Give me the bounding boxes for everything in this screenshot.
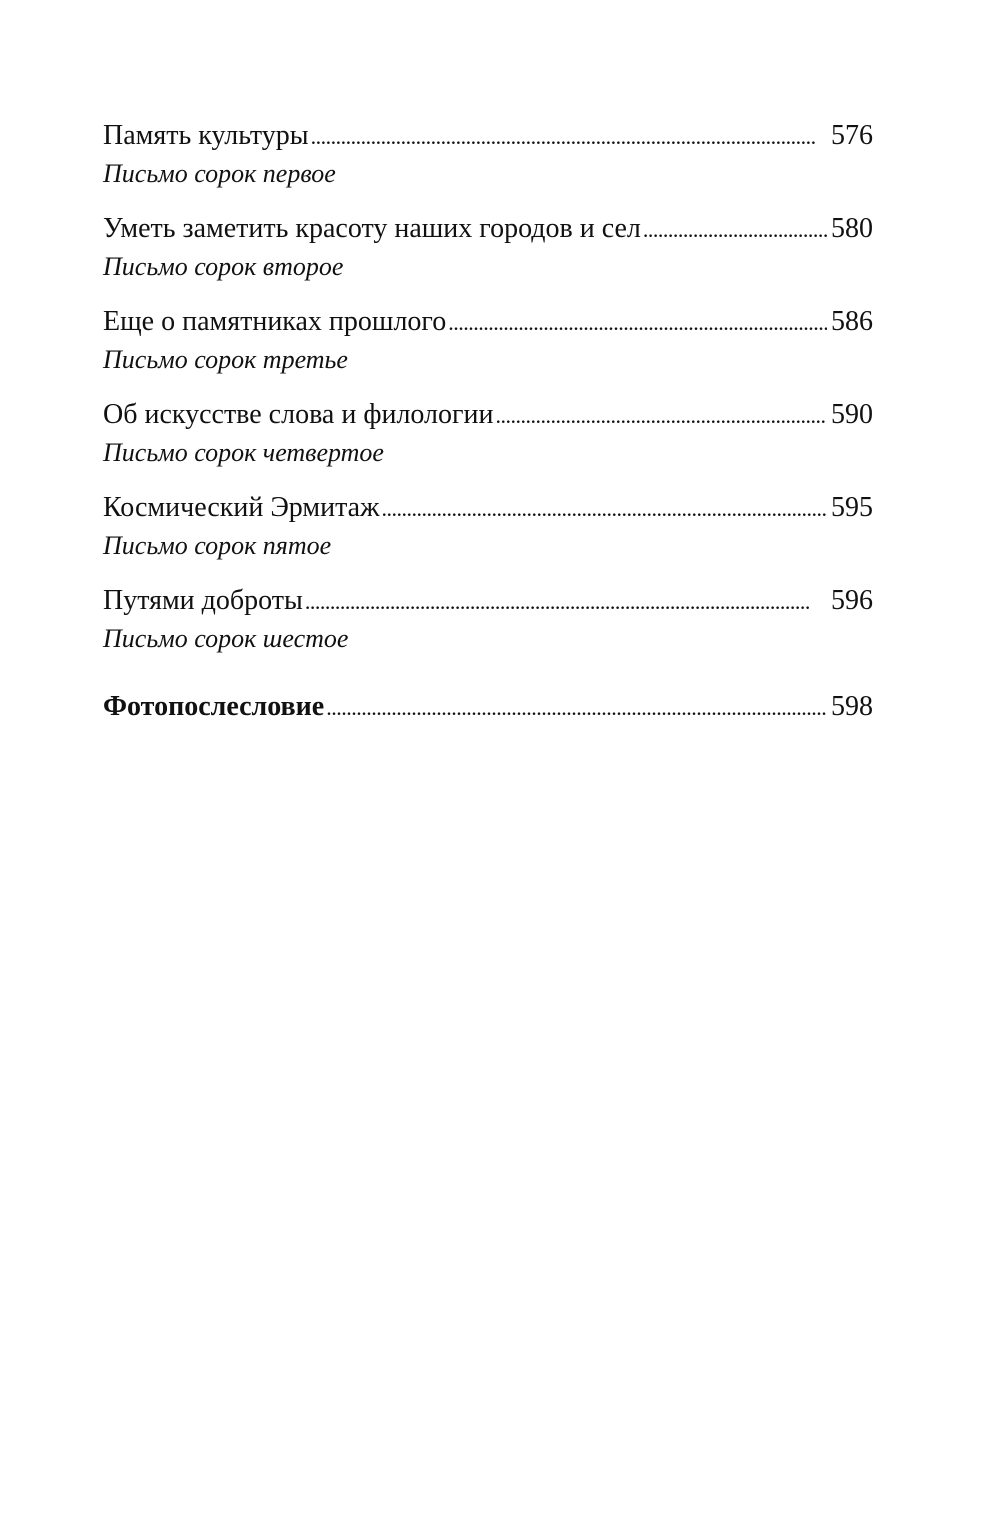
toc-entry-title: Память культуры [103, 120, 309, 151]
toc-entry-title: Путями доброты [103, 585, 303, 616]
toc-entry-photo-afterword[interactable] [103, 687, 873, 727]
toc-entry-title: Космический Эрмитаж [103, 492, 380, 523]
toc-entry-line [103, 209, 873, 249]
dot-leader [311, 116, 827, 157]
toc-entry[interactable] [103, 209, 873, 285]
toc-entry-page-number: 586 [831, 306, 873, 337]
toc-entry-subtitle: Письмо сорок четвертое [103, 438, 384, 467]
table-of-contents [103, 116, 873, 744]
dot-leader [305, 581, 827, 622]
toc-entry-line [103, 687, 873, 727]
toc-entry-page-number: 580 [831, 213, 873, 244]
toc-entry-page-number: 598 [831, 691, 873, 722]
dot-leader [326, 687, 827, 728]
toc-entry-title: Об искусстве слова и филологии [103, 399, 494, 430]
dot-leader [643, 209, 827, 250]
toc-entry-title: Еще о памятниках прошлого [103, 306, 447, 337]
dot-leader [448, 302, 827, 343]
toc-entry[interactable] [103, 395, 873, 471]
toc-entry-page-number: 595 [831, 492, 873, 523]
toc-entry-page-number: 596 [831, 585, 873, 616]
toc-entry[interactable] [103, 488, 873, 564]
toc-entry-subtitle: Письмо сорок третье [103, 345, 348, 374]
toc-entry-title: Уметь заметить красоту наших городов и сел [103, 213, 641, 244]
toc-entry-line [103, 116, 873, 156]
toc-entry[interactable] [103, 116, 873, 192]
toc-entry-line [103, 395, 873, 435]
toc-entry-subtitle: Письмо сорок шестое [103, 624, 349, 653]
toc-entry-title: Фотопослесловие [103, 691, 325, 722]
toc-entry[interactable] [103, 302, 873, 378]
toc-entry-subtitle: Письмо сорок первое [103, 159, 336, 188]
toc-entry-line [103, 581, 873, 621]
toc-entry-subtitle: Письмо сорок пятое [103, 531, 332, 560]
dot-leader [495, 395, 827, 436]
toc-entry-subtitle: Письмо сорок второе [103, 252, 344, 281]
toc-entry[interactable] [103, 581, 873, 657]
toc-entry-page-number: 590 [831, 399, 873, 430]
toc-entry-page-number: 576 [831, 120, 873, 151]
dot-leader [381, 488, 827, 529]
toc-entry-line [103, 302, 873, 342]
toc-entry-line [103, 488, 873, 528]
